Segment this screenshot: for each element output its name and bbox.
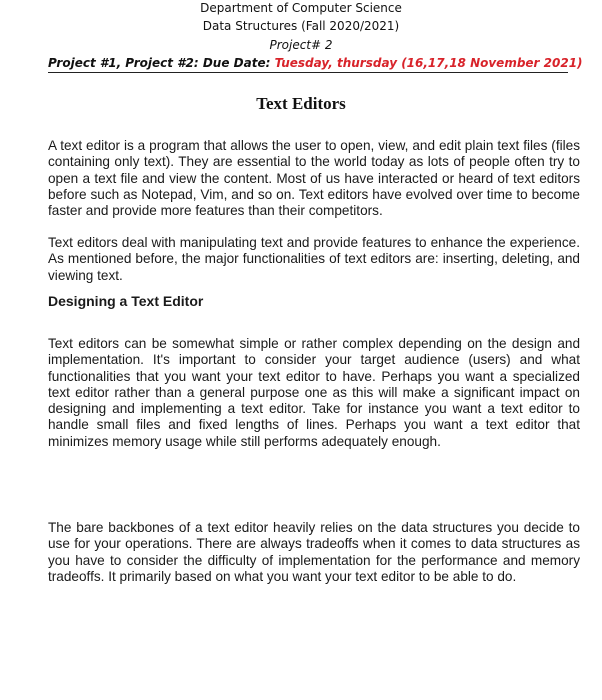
department-name: Department of Computer Science xyxy=(200,1,402,15)
document-title: Text Editors xyxy=(256,94,346,113)
due-date-prefix: Project #1, Project #2: Due Date: xyxy=(48,56,275,70)
paragraph-intro: A text editor is a program that allows the user to open, view, and edit plain text files (files containing only text). They are essential to the world today as lots of people often try to open a text file and view the content. Most of us have interacted or heard of text editors before such as Notepad, Vim, and so on. Text editors have evolved over time to become faster and provide more features than their competitors. xyxy=(48,138,580,219)
paragraph-backbones: The bare backbones of a text editor heavily relies on the data structures you decide to use for your operations. There are always tradeoffs when it comes to data structures as you have to consider the difficulty of implementation for the performance and memory tradeoffs. It primarily based on what you want your text editor to be able to do. xyxy=(48,520,580,584)
paragraph-features: Text editors deal with manipulating text and provide features to enhance the experience. As mentioned before, the major functionalities of text editors are: inserting, deleting, and viewing text. xyxy=(48,235,580,283)
due-date-line xyxy=(48,56,583,73)
project-number: Project# 2 xyxy=(269,38,333,52)
paragraph-design: Text editors can be somewhat simple or rather complex depending on the design and implementation. It's important to consider your target audience (users) and what functionalities that you want your text editor to have. Perhaps you want a specialized text editor rather than a general purpose one as this will make a significant impact on designing and implementing a text editor. Take for instance you want a text editor to handle small files and fixed lengths of lines. Perhaps you want a text editor that minimizes memory usage while still performs adequately enough. xyxy=(48,336,580,449)
course-title: Data Structures (Fall 2020/2021) xyxy=(202,19,400,33)
due-date-value: Tuesday, thursday (16,17,18 November 2021) xyxy=(274,56,583,70)
section-heading: Designing a Text Editor xyxy=(48,293,204,309)
